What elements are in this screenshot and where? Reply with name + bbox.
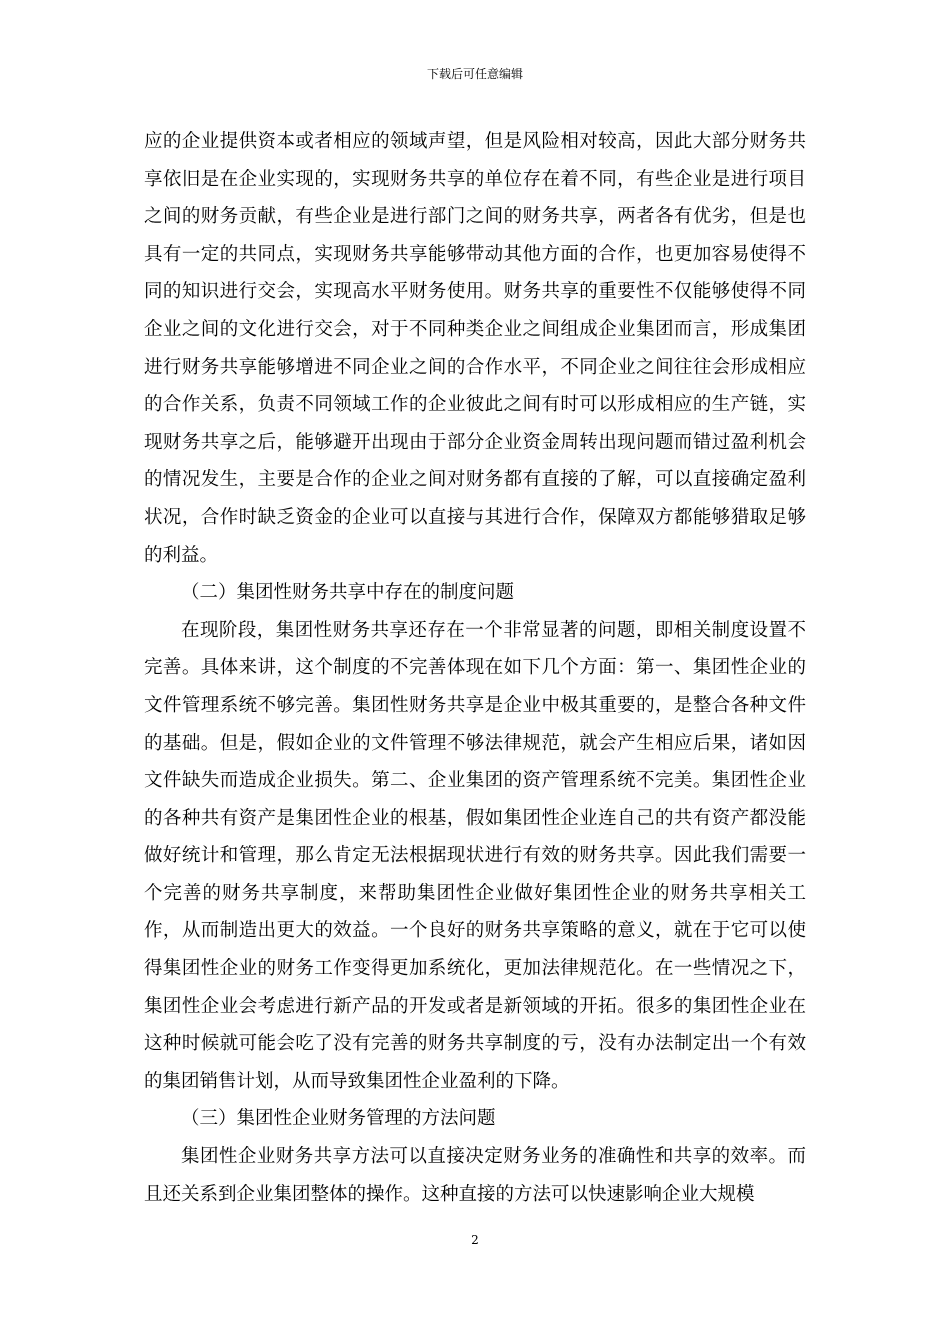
- document-body: [144, 123, 806, 1213]
- section-heading-2: （二）集团性财务共享中存在的制度问题: [181, 582, 515, 604]
- page-header: 下载后可任意编辑: [426, 67, 523, 81]
- paragraph-method-problem: 集团性企业财务共享方法可以直接决定财务业务的准确性和共享的效率。而且还关系到企业集团整体的操作。这种直接的方法可以快速影响企业大规模: [144, 1146, 806, 1205]
- paragraph-system-problem: 在现阶段，集团性财务共享还存在一个非常显著的问题，即相关制度设置不完善。具体来讲，这个制度的不完善体现在如下几个方面：第一、集团性企业的文件管理系统不够完善。集团性财务共享是企业中极其重要的，是整合各种文件的基础。但是，假如企业的文件管理不够法律规范，就会产生相应后果，诸如因文件缺失而造成企业损失。第二、企业集团的资产管理系统不完美。集团性企业的各种共有资产是集团性企业的根基，假如集团性企业连自己的共有资产都没能做好统计和管理，那么肯定无法根据现状进行有效的财务共享。因此我们需要一个完善的财务共享制度，来帮助集团性企业做好集团性企业的财务共享相关工作，从而制造出更大的效益。一个良好的财务共享策略的意义，就在于它可以使得集团性企业的财务工作变得更加系统化，更加法律规范化。在一些情况之下，集团性企业会考虑进行新产品的开发或者是新领域的开拓。很多的集团性企业在这种时候就可能会吃了没有完善的财务共享制度的亏，没有办法制定出一个有效的集团销售计划，从而导致集团性企业盈利的下降。: [144, 619, 806, 1092]
- section-heading-3: （三）集团性企业财务管理的方法问题: [181, 1108, 496, 1130]
- page-number: 2: [471, 1233, 479, 1247]
- paragraph-continuation: 应的企业提供资本或者相应的领域声望，但是风险相对较高，因此大部分财务共享依旧是在企业实现的，实现财务共享的单位存在着不同，有些企业是进行项目之间的财务贡献，有些企业是进行部门之间的财务共享，两者各有优劣，但是也具有一定的共同点，实现财务共享能够带动其他方面的合作，也更加容易使得不同的知识进行交会，实现高水平财务使用。财务共享的重要性不仅能够使得不同企业之间的文化进行交会，对于不同种类企业之间组成企业集团而言，形成集团进行财务共享能够增进不同企业之间的合作水平，不同企业之间往往会形成相应的合作关系，负责不同领域工作的企业彼此之间有时可以形成相应的生产链，实现财务共享之后，能够避开出现由于部分企业资金周转出现问题而错过盈利机会的情况发生，主要是合作的企业之间对财务都有直接的了解，可以直接确定盈利状况，合作时缺乏资金的企业可以直接与其进行合作，保障双方都能够猎取足够的利益。: [144, 131, 806, 566]
